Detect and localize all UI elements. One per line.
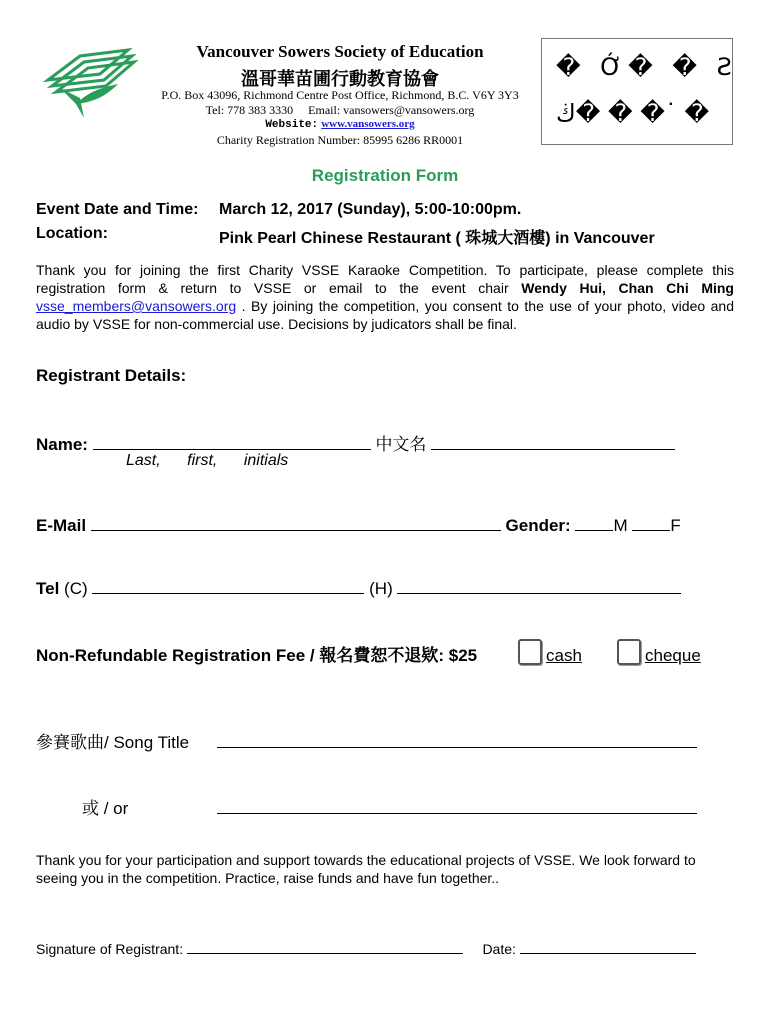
glyph-box xyxy=(541,38,738,145)
fee-row xyxy=(36,641,477,666)
event-date-value: March 12, 2017 (Sunday), 5:00-10:00pm. xyxy=(219,201,522,218)
registrant-section-title: Registrant Details: xyxy=(36,366,187,385)
book-leaf-icon xyxy=(40,42,140,122)
chinese-name-label: 中文名 xyxy=(375,435,427,454)
glyph-row-2: ڬ� � �˙ � xyxy=(556,99,710,127)
or-label: 或 / or xyxy=(82,799,129,818)
cash-label: cash xyxy=(546,646,582,665)
signature-label: Signature of Registrant: xyxy=(36,941,184,957)
closing-paragraph: Thank you for your participation and support towards the educational projects of VSSE. We look forward to seeing you in the competition. Practice, raise funds and have fun together.. xyxy=(36,852,696,886)
tel-cell-field[interactable] xyxy=(92,577,364,594)
vsse-logo xyxy=(40,42,140,122)
name-hint xyxy=(126,452,310,470)
date-field[interactable] xyxy=(520,940,696,954)
cheque-checkbox[interactable] xyxy=(617,639,641,665)
signature-field[interactable] xyxy=(187,940,463,954)
website-label: Website: xyxy=(265,119,319,131)
gender-f-field[interactable] xyxy=(632,514,670,531)
intro-text-1: Thank you for joining the first Charity VSSE Karaoke Competition. To participate, please complete this registration form & return to VSSE or email to the event chair xyxy=(36,262,734,296)
song-label: 參賽歌曲/ Song Title xyxy=(36,733,190,752)
name-hint-last: Last, xyxy=(126,452,161,469)
gender-label: Gender: xyxy=(505,516,571,535)
org-name-en: Vancouver Sowers Society of Education xyxy=(196,42,484,61)
email-row xyxy=(36,514,681,536)
tel-home-label: (H) xyxy=(369,579,393,598)
email-field[interactable] xyxy=(91,514,501,531)
tel-home-field[interactable] xyxy=(397,577,681,594)
intro-text-2: . By joining the competition, you consent to the use of your photo, video and audio by VSSE for non-commercial use. Decisions by judicators shall be final. xyxy=(36,298,734,332)
signature-row xyxy=(36,940,696,957)
name-hint-first: first, xyxy=(187,452,218,469)
fee-label: Non-Refundable Registration Fee / 報名費恕不退欵: $25 xyxy=(36,646,478,665)
tel-row xyxy=(36,577,681,599)
name-label: Name: xyxy=(36,435,88,454)
event-date-label: Event Date and Time: xyxy=(36,201,199,218)
tel-cell-label: (C) xyxy=(64,579,88,598)
chinese-name-field[interactable] xyxy=(431,433,675,450)
location-label: Location: xyxy=(36,225,108,242)
members-email-link[interactable]: vsse_members@vansowers.org xyxy=(36,298,237,314)
song-title-field[interactable] xyxy=(217,729,697,748)
event-chairs: Wendy Hui, Chan Chi Ming xyxy=(521,280,734,296)
date-label: Date: xyxy=(482,941,516,957)
gender-f-label: F xyxy=(670,516,681,535)
gender-m-label: M xyxy=(613,516,628,535)
org-website xyxy=(140,118,540,131)
org-name-cn: 溫哥華苗圃行動教育協會 xyxy=(241,69,439,89)
website-link[interactable]: www.vansowers.org xyxy=(321,118,415,130)
cash-option[interactable] xyxy=(518,639,582,666)
cheque-option[interactable] xyxy=(617,639,701,666)
song-title-alt-field[interactable] xyxy=(217,795,697,814)
tel-label: Tel xyxy=(36,579,60,598)
name-hint-initials: initials xyxy=(243,452,289,469)
gender-m-field[interactable] xyxy=(575,514,613,531)
form-title: Registration Form xyxy=(311,166,459,185)
email-label: E-Mail xyxy=(36,516,87,535)
location-value: Pink Pearl Chinese Restaurant ( 珠城大酒樓) in Vancouver xyxy=(219,230,655,247)
org-address: P.O. Box 43096, Richmond Centre Post Office, Richmond, B.C. V6Y 3Y3 xyxy=(161,88,519,102)
cheque-label: cheque xyxy=(645,646,701,665)
org-contact xyxy=(140,103,540,118)
glyph-row-1: � Ớ� � Ƨ xyxy=(556,53,738,81)
charity-registration: Charity Registration Number: 85995 6286 RR0001 xyxy=(216,133,464,147)
org-tel: Tel: 778 383 3330 xyxy=(205,103,294,117)
org-email: Email: vansowers@vansowers.org xyxy=(308,103,475,117)
cash-checkbox[interactable] xyxy=(518,639,542,665)
name-field[interactable] xyxy=(93,433,371,450)
intro-paragraph xyxy=(36,261,734,333)
